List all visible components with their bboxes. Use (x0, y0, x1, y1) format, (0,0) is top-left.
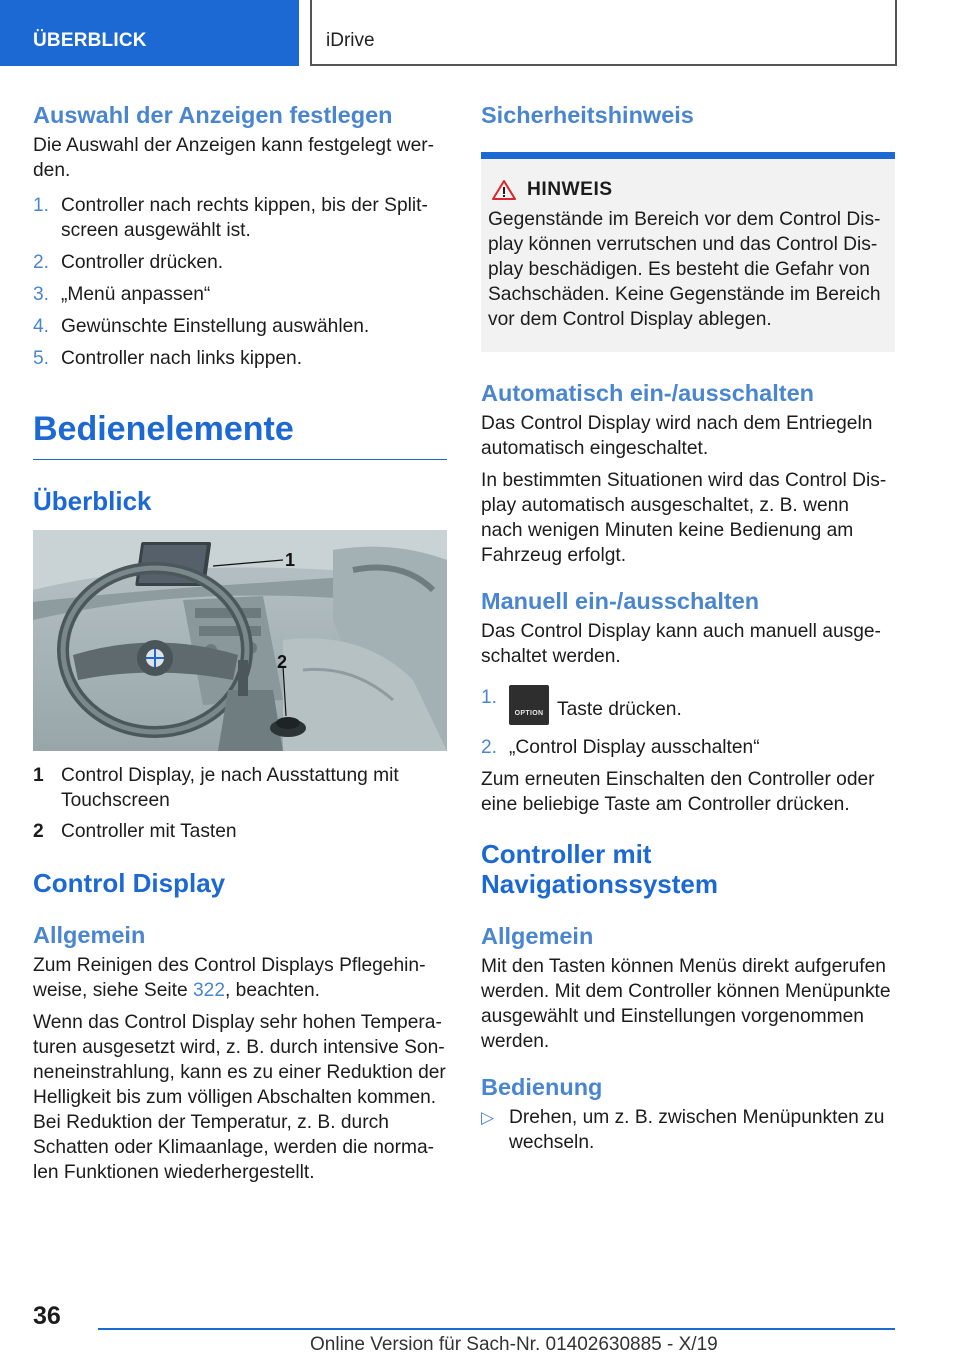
paragraph-auto-2: In bestimmten Situationen wird das Control Dis-play automatisch ausgeschaltet, z. B. wenn nach wenigen Minuten keine Bedienung am Fahrzeug erfolgt. (481, 470, 887, 566)
step-text: Taste drücken. (557, 699, 682, 720)
option-button-label: OPTION (514, 710, 544, 717)
notice-text: Gegenstände im Bereich vor dem Control Dis-play können verrutschen und das Control Dis-play beschädigen. Es besteht die Gefahr von Sachschäden. Keine Gegenstände im Bereich vor dem Control Display ablegen. (488, 209, 881, 330)
warning-icon (491, 179, 517, 201)
footer-divider (98, 1328, 895, 1330)
heading-allgemein-2: Allgemein (481, 923, 594, 949)
legend-text: Controller mit Tasten (61, 821, 237, 842)
list-item (33, 250, 447, 275)
list-item (33, 314, 447, 339)
footer-version-text: Online Version für Sach-Nr. 01402630885 - X/19 (310, 1334, 718, 1355)
paragraph-auto-1: Das Control Display wird nach dem Entriegeln automatisch eingeschaltet. (481, 413, 873, 459)
list-item (33, 346, 447, 371)
right-column (481, 100, 895, 1161)
heading-sicherheitshinweis: Sicherheitshinweis (481, 102, 694, 128)
text-reinigen-end: , beachten. (225, 980, 320, 1001)
paragraph-temperatur: Wenn das Control Display sehr hohen Tempera-turen ausgesetzt wird, z. B. durch intensive Son-neneinstrahlung, kann es zu einer Reduktion der Helligkeit bis zum völligen Abschalten kommen. Bei Reduktion der Temperatur, z. B. durch Schatten oder Klimaanlage, werden die norma-len Funktionen wiederhergestellt. (33, 1012, 446, 1183)
step-text: „Menü anpassen“ (61, 284, 211, 305)
list-item (33, 282, 447, 307)
text-reinigen: Zum Reinigen des Control Displays Pflegehin-weise, siehe Seite (33, 955, 426, 1001)
chapter-tab[interactable] (310, 0, 897, 66)
list-item (33, 819, 447, 844)
paragraph-manuell: Das Control Display kann auch manuell ausge-schaltet werden. (481, 621, 881, 667)
page-link[interactable]: 322 (192, 980, 225, 1001)
notice-box (481, 152, 895, 352)
heading-automatisch: Automatisch ein-/ausschalten (481, 380, 814, 406)
paragraph-erneut: Zum erneuten Einschalten den Controller oder eine beliebige Taste am Controller drücken. (481, 769, 875, 815)
step-text: Controller nach rechts kippen, bis der Split-screen ausgewählt ist. (61, 195, 428, 241)
list-item (481, 1105, 895, 1155)
cockpit-drawing (33, 530, 447, 751)
heading-control-display: Control Display (33, 868, 226, 898)
legend-list (33, 763, 447, 844)
manual-steps-list (481, 685, 895, 760)
callout-2: 2 (277, 652, 288, 672)
legend-number: 2 (33, 821, 44, 842)
paragraph-allgemein-2: Mit den Tasten können Menüs direkt aufgerufen werden. Mit dem Controller können Menüpunkte ausgewählt und Einstellungen vorgenommen werden. (481, 956, 891, 1052)
step-text: „Control Display ausschalten“ (509, 737, 760, 758)
step-number: 1. (481, 687, 498, 708)
heading-auswahl: Auswahl der Anzeigen festlegen (33, 102, 393, 128)
notice-title: HINWEIS (527, 179, 613, 200)
step-number: 4. (33, 316, 50, 337)
option-button-icon (509, 685, 549, 725)
notice-header (488, 179, 888, 201)
section-tab-label: ÜBERBLICK (33, 30, 147, 51)
legend-text: Control Display, je nach Ausstattung mit Touchscreen (61, 765, 399, 811)
step-text: Controller drücken. (61, 252, 224, 273)
heading-bedienelemente: Bedienelemente (33, 409, 447, 460)
step-text: Gewünschte Einstellung auswählen. (61, 316, 370, 337)
steps-list (33, 193, 447, 371)
callout-1: 1 (285, 550, 296, 570)
step-number: 1. (33, 195, 50, 216)
page-number: 36 (33, 1302, 61, 1330)
step-number: 2. (481, 737, 498, 758)
cockpit-illustration (33, 530, 447, 751)
left-column (33, 100, 447, 1192)
legend-number: 1 (33, 765, 44, 786)
paragraph-auswahl: Die Auswahl der Anzeigen kann festgelegt wer-den. (33, 135, 435, 181)
page-header (0, 0, 960, 66)
triangle-bullet-icon: ▷ (481, 1108, 495, 1127)
step-number: 3. (33, 284, 50, 305)
list-item (33, 763, 447, 813)
bullet-list (481, 1105, 895, 1155)
list-item (33, 193, 447, 243)
step-number: 5. (33, 348, 50, 369)
chapter-tab-label: iDrive (326, 30, 375, 51)
paragraph-reinigen (33, 953, 447, 1003)
heading-ueberblick: Überblick (33, 486, 152, 516)
heading-controller: Controller mit Navigationssystem (481, 839, 718, 899)
step-number: 2. (33, 252, 50, 273)
list-item (481, 735, 895, 760)
list-item (481, 685, 895, 725)
heading-manuell: Manuell ein-/ausschalten (481, 588, 760, 614)
bullet-text: Drehen, um z. B. zwischen Menüpunkten zu wechseln. (509, 1107, 885, 1153)
heading-allgemein: Allgemein (33, 922, 146, 948)
step-text: Controller nach links kippen. (61, 348, 303, 369)
section-tab[interactable] (0, 0, 299, 66)
heading-bedienung: Bedienung (481, 1074, 603, 1100)
